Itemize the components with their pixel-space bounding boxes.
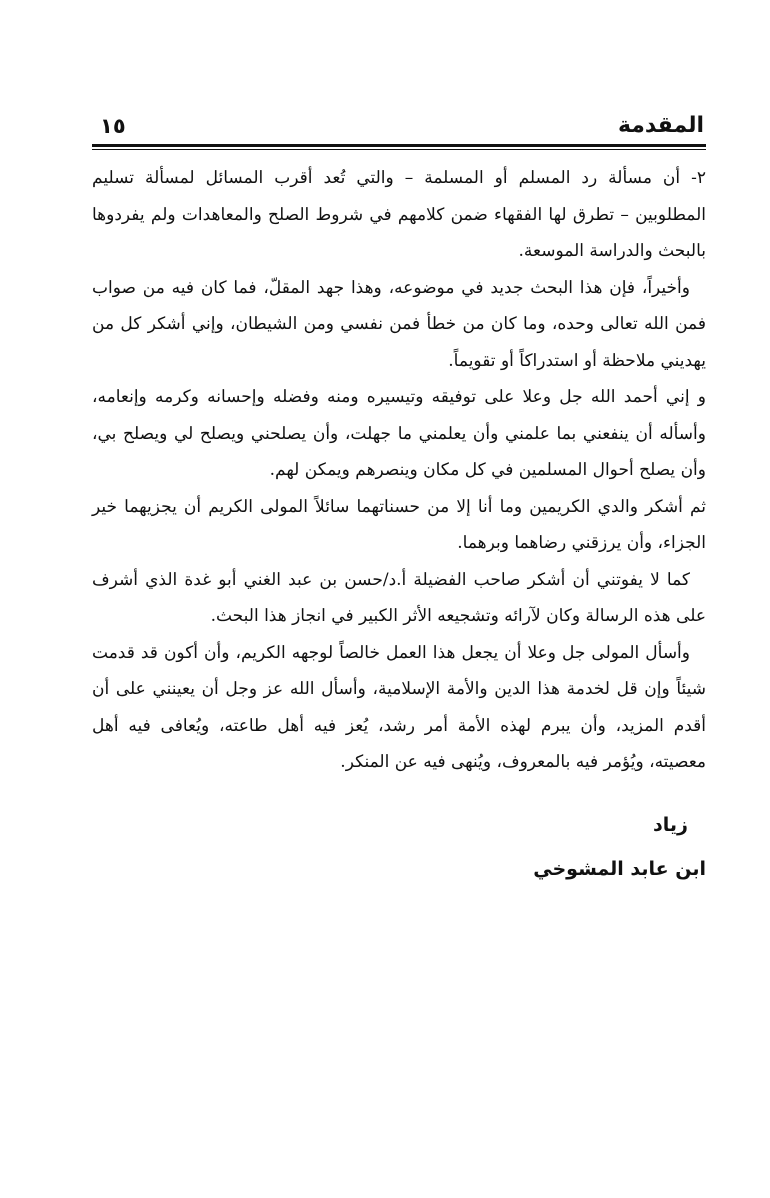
paragraph-finally: وأخيراً، فإن هذا البحث جديد في موضوعه، وهذا جهد المقلّ، فما كان فيه من صواب فمن الله تعالى وحده، وما كان من خطأ فمن نفسي ومن الشيطان، وإني أشكر كل من يهديني ملاحظة أو استدراكاً أو تقويماً. <box>92 277 706 371</box>
paragraph-closing-prayer: وأسأل المولى جل وعلا أن يجعل هذا العمل خالصاً لوجهه الكريم، وأن أكون قد قدمت شيئاً وإن قل لخدمة هذا الدين والأمة الإسلامية، وأسأل الله عز وجل أن يعينني على أن أقدم المزيد، وأن يبرم لهذه الأمة أمر رشد، يُعز فيه أهل طاعته، ويُعافى فيه أهل معصيته، ويُؤمر فيه بالمعروف، ويُنهى فيه عن المنكر. <box>92 642 706 772</box>
paragraph-thanks-parents: ثم أشكر والدي الكريمين وما أنا إلا من حسناتهما سائلاً المولى الكريم أن يجزيهما خير الجزاء، وأن يرزقني رضاهما وبرهما. <box>92 496 706 553</box>
paragraph-praise: و إني أحمد الله جل وعلا على توفيقه وتيسيره ومنه وفضله وإحسانه وكرمه وإنعامه، وأسأله أن ينفعني بما علمني وأن يعلمني ما جهلت، وأن يصلحني ويصلح لي ويصلح بي، وأن يصلح أحوال المسلمين في كل مكان وينصرهم ويمكن لهم. <box>92 387 706 480</box>
header-rule-thick <box>92 144 706 147</box>
author-first-name: زياد <box>653 813 688 836</box>
author-signature <box>92 803 706 891</box>
body-text <box>92 160 706 781</box>
running-title: المقدمة <box>617 113 704 138</box>
book-page <box>92 100 706 891</box>
header-rule-thin <box>92 149 706 150</box>
paragraph-point-2: ٢- أن مسألة رد المسلم أو المسلمة – والتي تُعد أقرب المسائل لمسألة تسليم المطلوبين – تطرق لها الفقهاء ضمن كلامهم في شروط الصلح والمعاهدات ولم يفردوها بالبحث والدراسة الموسعة. <box>92 168 706 261</box>
page-header <box>92 100 706 138</box>
author-full-name: ابن عابد المشوخي <box>533 857 706 880</box>
page-number: ١٥ <box>100 114 126 138</box>
paragraph-thanks-supervisor: كما لا يفوتني أن أشكر صاحب الفضيلة أ.د/حسن بن عبد الغني أبو غدة الذي أشرف على هذه الرسالة وكان لآرائه وتشجيعه الأثر الكبير في انجاز هذا البحث. <box>92 569 706 626</box>
